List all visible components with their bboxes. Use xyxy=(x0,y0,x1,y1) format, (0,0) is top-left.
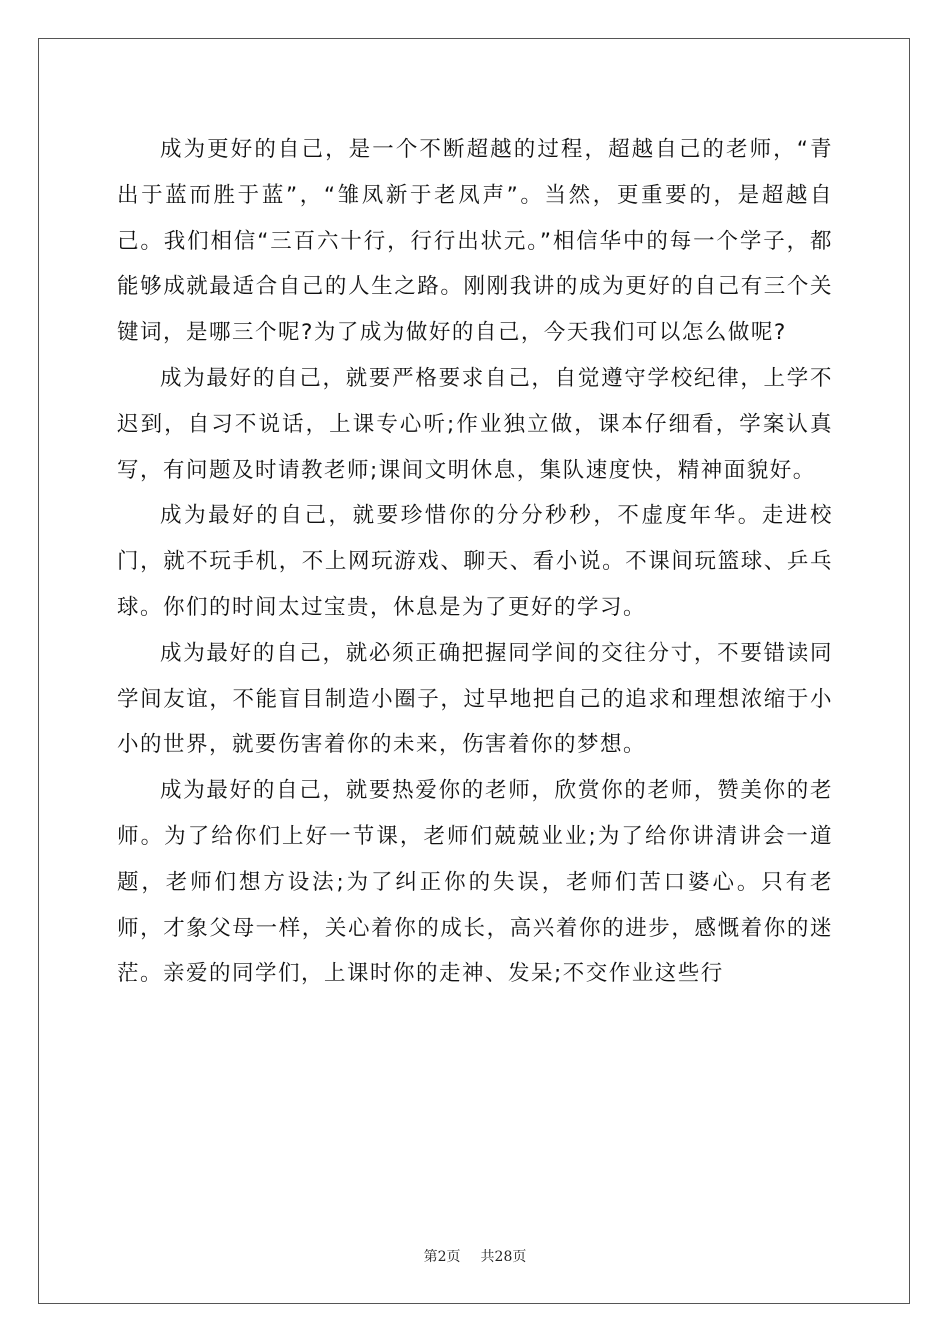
page-footer xyxy=(0,1246,950,1266)
paragraph: 成为最好的自己，就要珍惜你的分分秒秒，不虚度年华。走进校门，就不玩手机，不上网玩游戏、聊天、看小说。不课间玩篮球、乒乓球。你们的时间太过宝贵，休息是为了更好的学习。 xyxy=(117,503,833,620)
paragraph: 成为更好的自己，是一个不断超越的过程，超越自己的老师，“青出于蓝而胜于蓝”，“雏凤新于老凤声”。当然，更重要的，是超越自己。我们相信“三百六十行，行行出状元。”相信华中的每一个学子，都能够成就最适合自己的人生之路。刚刚我讲的成为更好的自己有三个关键词，是哪三个呢?为了成为做好的自己，今天我们可以怎么做呢? xyxy=(117,137,833,346)
page-total: 共28页 xyxy=(480,1249,527,1265)
page-number: 第2页 xyxy=(423,1249,461,1265)
paragraph: 成为最好的自己，就要严格要求自己，自觉遵守学校纪律，上学不迟到，自习不说话，上课专心听;作业独立做，课本仔细看，学案认真写，有问题及时请教老师;课间文明休息，集队速度快，精神面貌好。 xyxy=(117,365,833,483)
paragraph: 成为最好的自己，就要热爱你的老师，欣赏你的老师，赞美你的老师。为了给你们上好一节课，老师们兢兢业业;为了给你讲清讲会一道题，老师们想方设法;为了纠正你的失误，老师们苦口婆心。只有老师，才象父母一样，关心着你的成长，高兴着你的进步，感慨着你的迷茫。亲爱的同学们，上课时你的走神、发呆;不交作业这些行 xyxy=(117,778,833,987)
document-body xyxy=(117,127,833,997)
paragraph: 成为最好的自己，就必须正确把握同学间的交往分寸，不要错读同学间友谊，不能盲目制造小圈子，过早地把自己的追求和理想浓缩于小小的世界，就要伤害着你的未来，伤害着你的梦想。 xyxy=(117,640,833,758)
